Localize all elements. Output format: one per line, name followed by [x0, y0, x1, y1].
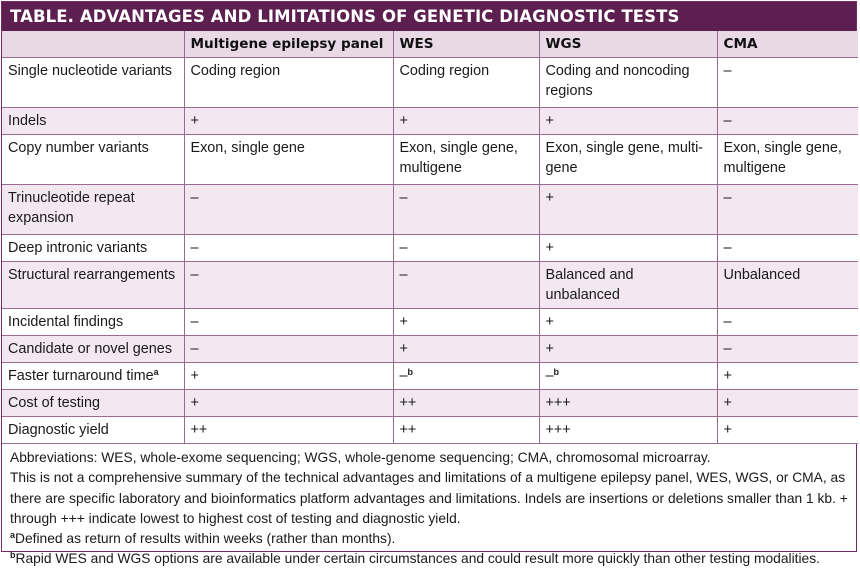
row-label-text: Incidental findings [8, 314, 124, 330]
cell-value: – [399, 267, 408, 283]
cell-value: – [723, 190, 732, 206]
header-wgs: WGS [539, 31, 717, 58]
cell-value: + [723, 368, 732, 384]
cell-value: + [399, 314, 408, 330]
cell-footnote-mark: b [407, 367, 414, 377]
cell-value: Exon, single gene, multigene [399, 140, 518, 176]
table-row [2, 336, 858, 363]
table-cell [393, 309, 539, 336]
cell-value: ++ [399, 422, 417, 438]
table-cell [539, 417, 717, 444]
footnote-note: This is not a comprehensive summary of the technical advantages and limitations of a multigene epilepsy panel, WES, WGS, or CMA, as there are specific laboratory and bioinformatics platform advantages and limitations. Indels are insertions or deletions smaller than 1 kb. + through +++ indicate lowest to highest cost of testing and diagnostic yield. [10, 470, 848, 526]
cell-value: Exon, single gene, multi-gene [545, 140, 704, 176]
cell-value: – [545, 368, 554, 384]
table-cell [717, 390, 858, 417]
table-row [2, 363, 858, 390]
table-container [1, 1, 857, 567]
header-multigene-panel: Multigene epilepsy panel [184, 31, 393, 58]
table-cell [539, 235, 717, 262]
table-cell [717, 363, 858, 390]
table-cell [184, 336, 393, 363]
table-cell [393, 336, 539, 363]
cell-value: Unbalanced [723, 267, 801, 283]
cell-value: – [190, 314, 199, 330]
row-label-text: Trinucleotide repeat expansion [8, 190, 135, 226]
table-cell [393, 58, 539, 108]
row-label [2, 363, 184, 390]
table-cell [717, 262, 858, 309]
row-label [2, 417, 184, 444]
cell-value: Balanced and unbalanced [545, 267, 634, 303]
cell-value: + [190, 368, 199, 384]
table-cell [717, 235, 858, 262]
header-blank [2, 31, 184, 58]
comparison-table [2, 31, 858, 444]
table-cell [393, 235, 539, 262]
cell-value: + [399, 341, 408, 357]
footnote-b [10, 549, 848, 569]
cell-footnote-mark: b [553, 367, 560, 377]
table-cell [393, 185, 539, 235]
cell-value: ++ [399, 395, 417, 411]
table-cell [717, 185, 858, 235]
table-cell [393, 262, 539, 309]
cell-value: + [190, 113, 199, 129]
footnote-abbreviations: Abbreviations: WES, whole-exome sequencing; WGS, whole-genome sequencing; CMA, chromosomal microarray. [10, 450, 711, 465]
table-cell [539, 363, 717, 390]
header-row [2, 31, 858, 58]
cell-value: + [545, 240, 554, 256]
table-row [2, 262, 858, 309]
table-cell [184, 309, 393, 336]
table-row [2, 235, 858, 262]
table-cell [393, 108, 539, 135]
row-label [2, 262, 184, 309]
cell-value: Coding region [190, 63, 281, 79]
cell-value: + [545, 113, 554, 129]
cell-value: – [399, 368, 408, 384]
cell-value: +++ [545, 395, 571, 411]
table-cell [184, 135, 393, 185]
table-cell [184, 390, 393, 417]
table-cell [184, 235, 393, 262]
row-label-text: Structural rearrangements [8, 267, 176, 283]
cell-value: – [190, 190, 199, 206]
table-cell [184, 262, 393, 309]
cell-value: – [723, 341, 732, 357]
table-cell [539, 135, 717, 185]
table-cell [393, 417, 539, 444]
row-label-text: Cost of testing [8, 395, 100, 411]
table-cell [717, 309, 858, 336]
row-label-text: Copy number variants [8, 140, 149, 156]
row-label-text: Faster turnaround time [8, 368, 154, 384]
cell-value: + [545, 341, 554, 357]
table-cell [717, 417, 858, 444]
table-cell [184, 363, 393, 390]
row-label-text: Indels [8, 113, 47, 129]
table-cell [539, 309, 717, 336]
table-row [2, 58, 858, 108]
table-cell [184, 58, 393, 108]
cell-value: – [723, 113, 732, 129]
table-cell [717, 58, 858, 108]
table-cell [539, 58, 717, 108]
header-wes: WES [393, 31, 539, 58]
cell-value: + [545, 314, 554, 330]
table-cell [717, 135, 858, 185]
header-cma: CMA [717, 31, 858, 58]
table-row [2, 108, 858, 135]
cell-value: – [399, 190, 408, 206]
table-cell [717, 108, 858, 135]
row-label [2, 336, 184, 363]
table-cell [539, 390, 717, 417]
cell-value: – [723, 63, 732, 79]
row-label [2, 390, 184, 417]
table-cell [539, 108, 717, 135]
cell-value: Exon, single gene, multigene [723, 140, 842, 176]
footnote-b-mark: b [10, 550, 16, 561]
cell-value: – [399, 240, 408, 256]
footnote-b-text: Rapid WES and WGS options are available under certain circumstances and could result more quickly than other testing modalities. [15, 551, 820, 567]
table-row [2, 135, 858, 185]
table-cell [393, 135, 539, 185]
table-cell [539, 185, 717, 235]
table-row [2, 390, 858, 417]
table-row [2, 417, 858, 444]
table-cell [184, 185, 393, 235]
cell-value: + [399, 113, 408, 129]
table-row [2, 185, 858, 235]
table-cell [717, 336, 858, 363]
cell-value: Exon, single gene [190, 140, 305, 156]
table-cell [184, 417, 393, 444]
table-title: TABLE. ADVANTAGES AND LIMITATIONS OF GENETIC DIAGNOSTIC TESTS [2, 2, 856, 31]
row-label [2, 108, 184, 135]
cell-value: – [190, 341, 199, 357]
cell-value: + [190, 395, 199, 411]
cell-value: +++ [545, 422, 571, 438]
row-label [2, 309, 184, 336]
row-label [2, 58, 184, 108]
cell-value: + [545, 190, 554, 206]
row-label-footnote-mark: a [153, 367, 159, 377]
row-label [2, 185, 184, 235]
footnote-a-mark: a [10, 530, 16, 541]
row-label-text: Candidate or novel genes [8, 341, 173, 357]
table-cell [393, 390, 539, 417]
table-cell [184, 108, 393, 135]
row-label [2, 235, 184, 262]
cell-value: – [723, 240, 732, 256]
table-body [2, 58, 858, 444]
table-cell [393, 363, 539, 390]
footnote-a-text: Defined as return of results within weeks (rather than months). [15, 531, 396, 547]
cell-value: – [723, 314, 732, 330]
cell-value: ++ [190, 422, 208, 438]
table-cell [539, 262, 717, 309]
table-footnotes [2, 444, 856, 570]
cell-value: – [190, 267, 199, 283]
cell-value: + [723, 422, 732, 438]
row-label-text: Deep intronic variants [8, 240, 148, 256]
footnote-a [10, 529, 848, 549]
cell-value: – [190, 240, 199, 256]
row-label-text: Diagnostic yield [8, 422, 109, 438]
row-label-text: Single nucleotide variants [8, 63, 172, 79]
table-cell [539, 336, 717, 363]
table-row [2, 309, 858, 336]
cell-value: + [723, 395, 732, 411]
cell-value: Coding and noncoding regions [545, 63, 690, 99]
cell-value: Coding region [399, 63, 490, 79]
row-label [2, 135, 184, 185]
